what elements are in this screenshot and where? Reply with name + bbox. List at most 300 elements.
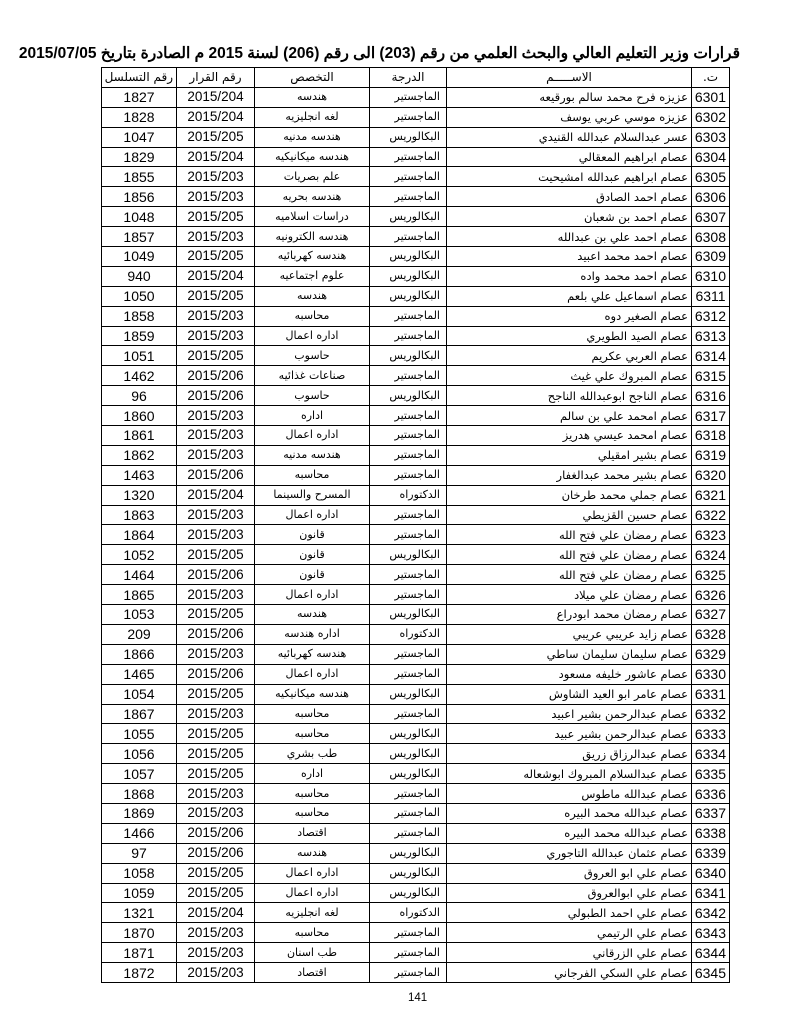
- cell-id: 6329: [692, 644, 730, 664]
- cell-name: عسر عبدالسلام عبدالله القنيدي: [447, 127, 692, 147]
- cell-decision-number: 2015/203: [177, 525, 255, 545]
- cell-degree: الدكتوراه: [370, 485, 447, 505]
- cell-degree: الماجستير: [370, 664, 447, 684]
- cell-specialization: اقتصاد: [255, 823, 370, 843]
- cell-decision-number: 2015/205: [177, 286, 255, 306]
- cell-degree: البكالوريس: [370, 286, 447, 306]
- cell-decision-number: 2015/206: [177, 366, 255, 386]
- cell-degree: الماجستير: [370, 306, 447, 326]
- cell-serial-number: 1862: [102, 445, 177, 465]
- cell-name: عصام عامر ابو العيد الشاوش: [447, 684, 692, 704]
- cell-name: عصام الصيد الطويري: [447, 326, 692, 346]
- cell-serial-number: 1051: [102, 346, 177, 366]
- cell-degree: الماجستير: [370, 406, 447, 426]
- cell-id: 6333: [692, 724, 730, 744]
- cell-decision-number: 2015/206: [177, 664, 255, 684]
- cell-id: 6307: [692, 207, 730, 227]
- cell-specialization: اقتصاد: [255, 963, 370, 983]
- cell-specialization: لغه انجليزيه: [255, 107, 370, 127]
- cell-id: 6306: [692, 187, 730, 207]
- cell-decision-number: 2015/205: [177, 863, 255, 883]
- cell-id: 6324: [692, 545, 730, 565]
- header-degree: الدرجة: [370, 68, 447, 88]
- cell-id: 6335: [692, 764, 730, 784]
- cell-id: 6341: [692, 883, 730, 903]
- cell-specialization: حاسوب: [255, 346, 370, 366]
- cell-serial-number: 1053: [102, 605, 177, 625]
- cell-serial-number: 1863: [102, 505, 177, 525]
- cell-id: 6303: [692, 127, 730, 147]
- table-row: [102, 445, 730, 465]
- cell-specialization: اداره اعمال: [255, 664, 370, 684]
- cell-degree: الماجستير: [370, 87, 447, 107]
- cell-id: 6332: [692, 704, 730, 724]
- cell-decision-number: 2015/204: [177, 485, 255, 505]
- cell-id: 6313: [692, 326, 730, 346]
- table-row: [102, 565, 730, 585]
- cell-id: 6331: [692, 684, 730, 704]
- cell-name: عصام علي السكي الفرجاني: [447, 963, 692, 983]
- cell-specialization: لغه انجليزيه: [255, 903, 370, 923]
- header-name: الاســـــم: [447, 68, 692, 88]
- cell-degree: الدكتوراه: [370, 903, 447, 923]
- table-row: [102, 784, 730, 804]
- cell-decision-number: 2015/204: [177, 266, 255, 286]
- table-row: [102, 386, 730, 406]
- cell-specialization: هندسه: [255, 843, 370, 863]
- cell-id: 6343: [692, 923, 730, 943]
- cell-decision-number: 2015/204: [177, 903, 255, 923]
- cell-id: 6339: [692, 843, 730, 863]
- table-row: [102, 346, 730, 366]
- cell-serial-number: 1856: [102, 187, 177, 207]
- cell-id: 6310: [692, 266, 730, 286]
- cell-decision-number: 2015/205: [177, 346, 255, 366]
- cell-name: عصام احمد علي بن عبدالله: [447, 227, 692, 247]
- cell-serial-number: 1857: [102, 227, 177, 247]
- cell-specialization: محاسبه: [255, 704, 370, 724]
- cell-serial-number: 1855: [102, 167, 177, 187]
- cell-decision-number: 2015/203: [177, 326, 255, 346]
- cell-name: عصام احمد الصادق: [447, 187, 692, 207]
- cell-serial-number: 1868: [102, 784, 177, 804]
- cell-name: عصام ابراهيم عبدالله امشيحيت: [447, 167, 692, 187]
- table-row: [102, 883, 730, 903]
- cell-serial-number: 1049: [102, 247, 177, 267]
- table-row: [102, 87, 730, 107]
- cell-specialization: دراسات اسلاميه: [255, 207, 370, 227]
- cell-degree: البكالوريس: [370, 386, 447, 406]
- cell-serial-number: 1827: [102, 87, 177, 107]
- page-number: 141: [408, 992, 428, 1004]
- cell-decision-number: 2015/204: [177, 87, 255, 107]
- cell-serial-number: 1872: [102, 963, 177, 983]
- table-row: [102, 306, 730, 326]
- cell-serial-number: 1861: [102, 426, 177, 446]
- cell-serial-number: 1866: [102, 644, 177, 664]
- cell-serial-number: 1864: [102, 525, 177, 545]
- cell-degree: الماجستير: [370, 505, 447, 525]
- cell-degree: الماجستير: [370, 963, 447, 983]
- cell-decision-number: 2015/205: [177, 724, 255, 744]
- cell-serial-number: 1059: [102, 883, 177, 903]
- header-decision-number: رقم القرار: [177, 68, 255, 88]
- table-row: [102, 585, 730, 605]
- cell-degree: الماجستير: [370, 585, 447, 605]
- cell-degree: الماجستير: [370, 823, 447, 843]
- cell-degree: الماجستير: [370, 525, 447, 545]
- table-row: [102, 863, 730, 883]
- cell-name: عصام احمد محمد اعبيد: [447, 247, 692, 267]
- cell-degree: البكالوريس: [370, 843, 447, 863]
- cell-serial-number: 1462: [102, 366, 177, 386]
- table-row: [102, 903, 730, 923]
- cell-id: 6344: [692, 943, 730, 963]
- cell-degree: الماجستير: [370, 943, 447, 963]
- cell-degree: البكالوريس: [370, 207, 447, 227]
- cell-decision-number: 2015/203: [177, 187, 255, 207]
- cell-specialization: علوم اجتماعيه: [255, 266, 370, 286]
- cell-serial-number: 1867: [102, 704, 177, 724]
- cell-id: 6308: [692, 227, 730, 247]
- cell-id: 6336: [692, 784, 730, 804]
- cell-degree: الماجستير: [370, 147, 447, 167]
- cell-serial-number: 1871: [102, 943, 177, 963]
- cell-name: عصام بشير محمد عبدالغفار: [447, 465, 692, 485]
- cell-specialization: هندسه: [255, 605, 370, 625]
- cell-name: عزيزه موسي عربي يوسف: [447, 107, 692, 127]
- cell-serial-number: 1054: [102, 684, 177, 704]
- cell-id: 6301: [692, 87, 730, 107]
- cell-specialization: اداره اعمال: [255, 505, 370, 525]
- cell-degree: الماجستير: [370, 107, 447, 127]
- cell-specialization: اداره اعمال: [255, 585, 370, 605]
- cell-id: 6326: [692, 585, 730, 605]
- cell-degree: الماجستير: [370, 187, 447, 207]
- cell-specialization: قانون: [255, 565, 370, 585]
- table-row: [102, 823, 730, 843]
- cell-id: 6323: [692, 525, 730, 545]
- table-row: [102, 525, 730, 545]
- cell-id: 6304: [692, 147, 730, 167]
- cell-degree: البكالوريس: [370, 724, 447, 744]
- table-row: [102, 426, 730, 446]
- cell-name: عصام عبدالرحمن بشير اعبيد: [447, 704, 692, 724]
- cell-name: عصام عبدالرزاق زريق: [447, 744, 692, 764]
- cell-specialization: محاسبه: [255, 784, 370, 804]
- cell-serial-number: 1463: [102, 465, 177, 485]
- cell-serial-number: 209: [102, 624, 177, 644]
- cell-decision-number: 2015/203: [177, 803, 255, 823]
- cell-specialization: صناعات غذائيه: [255, 366, 370, 386]
- cell-decision-number: 2015/203: [177, 704, 255, 724]
- cell-id: 6338: [692, 823, 730, 843]
- cell-decision-number: 2015/205: [177, 684, 255, 704]
- cell-decision-number: 2015/205: [177, 247, 255, 267]
- cell-decision-number: 2015/203: [177, 445, 255, 465]
- table-row: [102, 545, 730, 565]
- cell-id: 6340: [692, 863, 730, 883]
- cell-serial-number: 1465: [102, 664, 177, 684]
- cell-name: عصام الناجح ابوعبدالله الناجح: [447, 386, 692, 406]
- cell-id: 6321: [692, 485, 730, 505]
- cell-name: عصام العربي عكريم: [447, 346, 692, 366]
- cell-specialization: طب بشري: [255, 744, 370, 764]
- table-row: [102, 684, 730, 704]
- cell-id: 6328: [692, 624, 730, 644]
- cell-specialization: طب اسنان: [255, 943, 370, 963]
- table-row: [102, 923, 730, 943]
- cell-degree: البكالوريس: [370, 744, 447, 764]
- cell-id: 6315: [692, 366, 730, 386]
- cell-name: عصام الصغير دوه: [447, 306, 692, 326]
- cell-serial-number: 1057: [102, 764, 177, 784]
- cell-degree: الماجستير: [370, 426, 447, 446]
- cell-id: 6302: [692, 107, 730, 127]
- cell-decision-number: 2015/206: [177, 823, 255, 843]
- cell-serial-number: 1052: [102, 545, 177, 565]
- cell-serial-number: 1048: [102, 207, 177, 227]
- decisions-table: [101, 67, 730, 983]
- cell-decision-number: 2015/203: [177, 426, 255, 446]
- table-row: [102, 127, 730, 147]
- cell-name: عزيزه فرح محمد سالم بورقيعه: [447, 87, 692, 107]
- cell-degree: البكالوريس: [370, 883, 447, 903]
- cell-id: 6322: [692, 505, 730, 525]
- cell-serial-number: 1466: [102, 823, 177, 843]
- cell-serial-number: 1058: [102, 863, 177, 883]
- cell-specialization: قانون: [255, 525, 370, 545]
- cell-name: عصام امحمد علي بن سالم: [447, 406, 692, 426]
- cell-name: عصام عثمان عبدالله التاجوري: [447, 843, 692, 863]
- cell-name: عصام عبدالسلام المبروك ابوشعاله: [447, 764, 692, 784]
- cell-id: 6318: [692, 426, 730, 446]
- header-specialization: التخصص: [255, 68, 370, 88]
- cell-decision-number: 2015/203: [177, 943, 255, 963]
- cell-specialization: المسرح والسينما: [255, 485, 370, 505]
- cell-specialization: محاسبه: [255, 803, 370, 823]
- table-row: [102, 724, 730, 744]
- cell-degree: الماجستير: [370, 565, 447, 585]
- table-row: [102, 843, 730, 863]
- table-header-row: [102, 68, 730, 88]
- header-serial-number: رقم التسلسل: [102, 68, 177, 88]
- cell-id: 6311: [692, 286, 730, 306]
- cell-decision-number: 2015/204: [177, 107, 255, 127]
- cell-specialization: هندسه مدنيه: [255, 127, 370, 147]
- table-row: [102, 644, 730, 664]
- cell-specialization: اداره اعمال: [255, 883, 370, 903]
- cell-degree: البكالوريس: [370, 764, 447, 784]
- cell-degree: الماجستير: [370, 167, 447, 187]
- table-row: [102, 704, 730, 724]
- cell-specialization: هندسه: [255, 286, 370, 306]
- table-row: [102, 485, 730, 505]
- cell-id: 6316: [692, 386, 730, 406]
- cell-decision-number: 2015/203: [177, 505, 255, 525]
- cell-serial-number: 1858: [102, 306, 177, 326]
- cell-decision-number: 2015/203: [177, 585, 255, 605]
- cell-degree: الماجستير: [370, 704, 447, 724]
- cell-specialization: اداره اعمال: [255, 426, 370, 446]
- cell-decision-number: 2015/205: [177, 883, 255, 903]
- table-row: [102, 664, 730, 684]
- cell-id: 6312: [692, 306, 730, 326]
- cell-degree: الماجستير: [370, 326, 447, 346]
- cell-name: عصام المبروك علي غيث: [447, 366, 692, 386]
- cell-name: عصام احمد محمد واده: [447, 266, 692, 286]
- cell-name: عصام رمضان علي فتح الله: [447, 565, 692, 585]
- table-row: [102, 266, 730, 286]
- cell-decision-number: 2015/205: [177, 545, 255, 565]
- cell-specialization: هندسه كهربائيه: [255, 644, 370, 664]
- cell-degree: البكالوريس: [370, 127, 447, 147]
- cell-specialization: هندسه مدنيه: [255, 445, 370, 465]
- cell-degree: الماجستير: [370, 366, 447, 386]
- cell-name: عصام علي الزرقاني: [447, 943, 692, 963]
- cell-serial-number: 1321: [102, 903, 177, 923]
- cell-decision-number: 2015/206: [177, 465, 255, 485]
- cell-degree: الماجستير: [370, 803, 447, 823]
- table-row: [102, 943, 730, 963]
- cell-serial-number: 1860: [102, 406, 177, 426]
- cell-specialization: علم بصريات: [255, 167, 370, 187]
- cell-decision-number: 2015/205: [177, 764, 255, 784]
- cell-name: عصام احمد بن شعبان: [447, 207, 692, 227]
- cell-serial-number: 96: [102, 386, 177, 406]
- cell-serial-number: 1865: [102, 585, 177, 605]
- table-row: [102, 505, 730, 525]
- cell-id: 6330: [692, 664, 730, 684]
- cell-decision-number: 2015/203: [177, 167, 255, 187]
- cell-id: 6325: [692, 565, 730, 585]
- cell-id: 6314: [692, 346, 730, 366]
- header-id: ت.: [692, 68, 730, 88]
- cell-degree: الماجستير: [370, 465, 447, 485]
- cell-id: 6337: [692, 803, 730, 823]
- cell-specialization: هندسه بحريه: [255, 187, 370, 207]
- cell-serial-number: 1464: [102, 565, 177, 585]
- cell-name: عصام علي احمد الطبولي: [447, 903, 692, 923]
- cell-decision-number: 2015/205: [177, 605, 255, 625]
- table-row: [102, 227, 730, 247]
- cell-id: 6309: [692, 247, 730, 267]
- cell-degree: الماجستير: [370, 784, 447, 804]
- cell-name: عصام سليمان سليمان ساطي: [447, 644, 692, 664]
- cell-serial-number: 97: [102, 843, 177, 863]
- table-row: [102, 465, 730, 485]
- table-row: [102, 187, 730, 207]
- cell-serial-number: 1056: [102, 744, 177, 764]
- cell-specialization: هندسه ميكانيكيه: [255, 684, 370, 704]
- cell-specialization: اداره: [255, 406, 370, 426]
- cell-degree: الماجستير: [370, 227, 447, 247]
- cell-serial-number: 1859: [102, 326, 177, 346]
- cell-id: 6317: [692, 406, 730, 426]
- cell-degree: البكالوريس: [370, 863, 447, 883]
- table-row: [102, 207, 730, 227]
- cell-specialization: هندسه ميكانيكيه: [255, 147, 370, 167]
- table-row: [102, 326, 730, 346]
- cell-decision-number: 2015/205: [177, 744, 255, 764]
- cell-name: عصام عبدالله ماطوس: [447, 784, 692, 804]
- cell-name: عصام حسين القزيطي: [447, 505, 692, 525]
- cell-serial-number: 1047: [102, 127, 177, 147]
- cell-specialization: محاسبه: [255, 724, 370, 744]
- cell-specialization: محاسبه: [255, 465, 370, 485]
- table-row: [102, 167, 730, 187]
- cell-name: عصام زايد عريبي عريبي: [447, 624, 692, 644]
- cell-serial-number: 1050: [102, 286, 177, 306]
- table-row: [102, 744, 730, 764]
- cell-name: عصام عبدالرحمن بشير عبيد: [447, 724, 692, 744]
- table-row: [102, 605, 730, 625]
- cell-degree: البكالوريس: [370, 346, 447, 366]
- cell-id: 6334: [692, 744, 730, 764]
- cell-decision-number: 2015/203: [177, 784, 255, 804]
- cell-specialization: محاسبه: [255, 306, 370, 326]
- cell-name: عصام علي الرتيمي: [447, 923, 692, 943]
- cell-decision-number: 2015/205: [177, 127, 255, 147]
- cell-name: عصام علي ابوالعروق: [447, 883, 692, 903]
- cell-specialization: اداره اعمال: [255, 863, 370, 883]
- cell-serial-number: 1829: [102, 147, 177, 167]
- cell-name: عصام ابراهيم المعقالي: [447, 147, 692, 167]
- cell-degree: الماجستير: [370, 445, 447, 465]
- cell-id: 6327: [692, 605, 730, 625]
- cell-specialization: هندسه كهربائيه: [255, 247, 370, 267]
- cell-specialization: اداره اعمال: [255, 326, 370, 346]
- cell-serial-number: 1055: [102, 724, 177, 744]
- cell-decision-number: 2015/203: [177, 306, 255, 326]
- table-row: [102, 963, 730, 983]
- cell-degree: الماجستير: [370, 644, 447, 664]
- cell-degree: البكالوريس: [370, 247, 447, 267]
- cell-decision-number: 2015/203: [177, 644, 255, 664]
- cell-decision-number: 2015/206: [177, 565, 255, 585]
- cell-decision-number: 2015/205: [177, 207, 255, 227]
- cell-id: 6305: [692, 167, 730, 187]
- cell-name: عصام جملي محمد طرخان: [447, 485, 692, 505]
- cell-decision-number: 2015/206: [177, 843, 255, 863]
- table-row: [102, 366, 730, 386]
- cell-decision-number: 2015/203: [177, 406, 255, 426]
- cell-id: 6319: [692, 445, 730, 465]
- cell-specialization: اداره هندسه: [255, 624, 370, 644]
- table-body: [102, 87, 730, 982]
- cell-decision-number: 2015/203: [177, 963, 255, 983]
- cell-degree: البكالوريس: [370, 684, 447, 704]
- cell-specialization: هندسه الكترونيه: [255, 227, 370, 247]
- cell-degree: البكالوريس: [370, 545, 447, 565]
- table-row: [102, 147, 730, 167]
- table-row: [102, 247, 730, 267]
- cell-name: عصام اسماعيل علي بلعم: [447, 286, 692, 306]
- cell-decision-number: 2015/203: [177, 923, 255, 943]
- cell-name: عصام رمضان علي فتح الله: [447, 545, 692, 565]
- cell-decision-number: 2015/206: [177, 624, 255, 644]
- cell-serial-number: 1869: [102, 803, 177, 823]
- cell-name: عصام عبدالله محمد البيره: [447, 803, 692, 823]
- cell-serial-number: 940: [102, 266, 177, 286]
- cell-specialization: محاسبه: [255, 923, 370, 943]
- cell-name: عصام علي ابو العروق: [447, 863, 692, 883]
- cell-name: عصام رمضان علي ميلاد: [447, 585, 692, 605]
- cell-id: 6345: [692, 963, 730, 983]
- table-row: [102, 286, 730, 306]
- table-row: [102, 406, 730, 426]
- cell-degree: البكالوريس: [370, 266, 447, 286]
